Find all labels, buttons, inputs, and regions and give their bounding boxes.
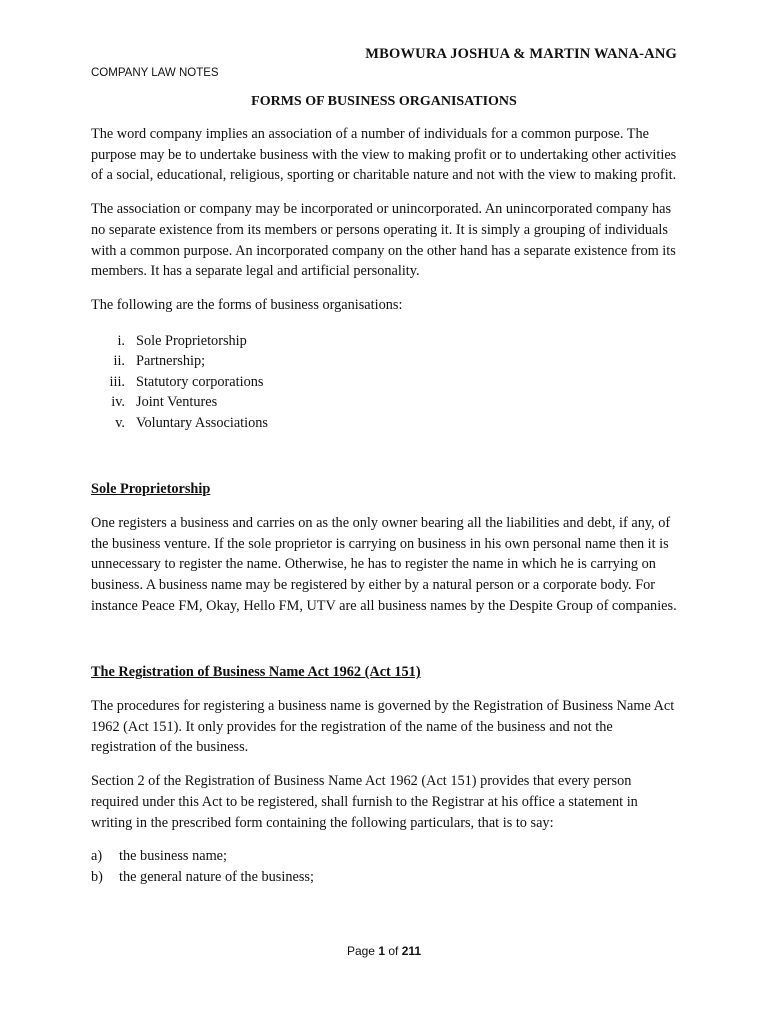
list-item-number: ii. [113,353,125,370]
list-item-text: Partnership; [136,353,206,370]
list-item-number: b) [91,868,103,885]
page-total: 211 [401,944,422,958]
act-paragraph-1: The procedures for registering a business name is governed by the Registration of Business Name Act 1962 (Act 151). It only provides for the registration of the name of the business and not the registration of the business. [91,698,675,756]
page-footer [0,944,768,958]
list-item [91,351,681,372]
document-title: FORMS OF BUSINESS ORGANISATIONS [251,94,517,109]
list-item [91,392,681,413]
list-item [91,867,681,888]
list-item-text: the general nature of the business; [119,868,314,885]
sole-paragraph-1: One registers a business and carries on as the only owner bearing all the liabilities and debt, if any, of the business venture. If the sole proprietor is carrying on business in his own personal name then it is unnecessary to register the name. Otherwise, he has to register the name in which he is carrying on business. A business name may be registered by either by a natural person or a corporate body. For instance Peace FM, Okay, Hello FM, UTV are all business names by the Despite Group of companies. [91,514,677,614]
list-item-text: Voluntary Associations [136,414,268,431]
page-number: 1 [378,944,385,958]
of-word: of [388,944,399,958]
list-item [91,372,681,393]
list-item-text: Statutory corporations [136,373,264,390]
document-body [91,124,681,887]
intro-paragraph-3: The following are the forms of business organisations: [91,296,403,313]
section-heading-sole-proprietorship: Sole Proprietorship [91,481,211,498]
intro-paragraph-1: The word company implies an association of a number of individuals for a common purpose. The purpose may be to undertake business with the view to making profit or to undertaking other activities of a social, educational, religious, sporting or charitable nature and not with the view to making profit. [91,126,677,184]
list-item-number: a) [91,848,103,865]
act-paragraph-2: Section 2 of the Registration of Business Name Act 1962 (Act 151) provides that every person required under this Act to be registered, shall furnish to the Registrar at his office a statement in writing in the prescribed form containing the following particulars, that is to say: [91,773,638,831]
page-word: Page [346,944,375,958]
header-authors: MBOWURA JOSHUA & MARTIN WANA-ANG [365,46,677,62]
list-item-text: Sole Proprietorship [136,332,247,349]
particulars-list [91,846,681,887]
list-item-text: the business name; [119,848,228,865]
list-item-number: iv. [111,394,125,411]
section-heading-registration-act: The Registration of Business Name Act 1962 (Act 151) [91,664,421,681]
list-item-number: iii. [109,373,125,390]
list-item-text: Joint Ventures [136,394,218,411]
list-item-number: v. [115,414,125,431]
list-item [91,331,681,352]
forms-list [91,331,681,434]
list-item [91,413,681,434]
header-course: COMPANY LAW NOTES [91,67,219,79]
list-item [91,846,681,867]
intro-paragraph-2: The association or company may be incorporated or unincorporated. An unincorporated company has no separate existence from its members or persons operating it. It is simply a grouping of individuals with a common purpose. An incorporated company on the other hand has a separate existence from its members. It has a separate legal and artificial personality. [91,201,676,280]
list-item-number: i. [117,332,125,349]
